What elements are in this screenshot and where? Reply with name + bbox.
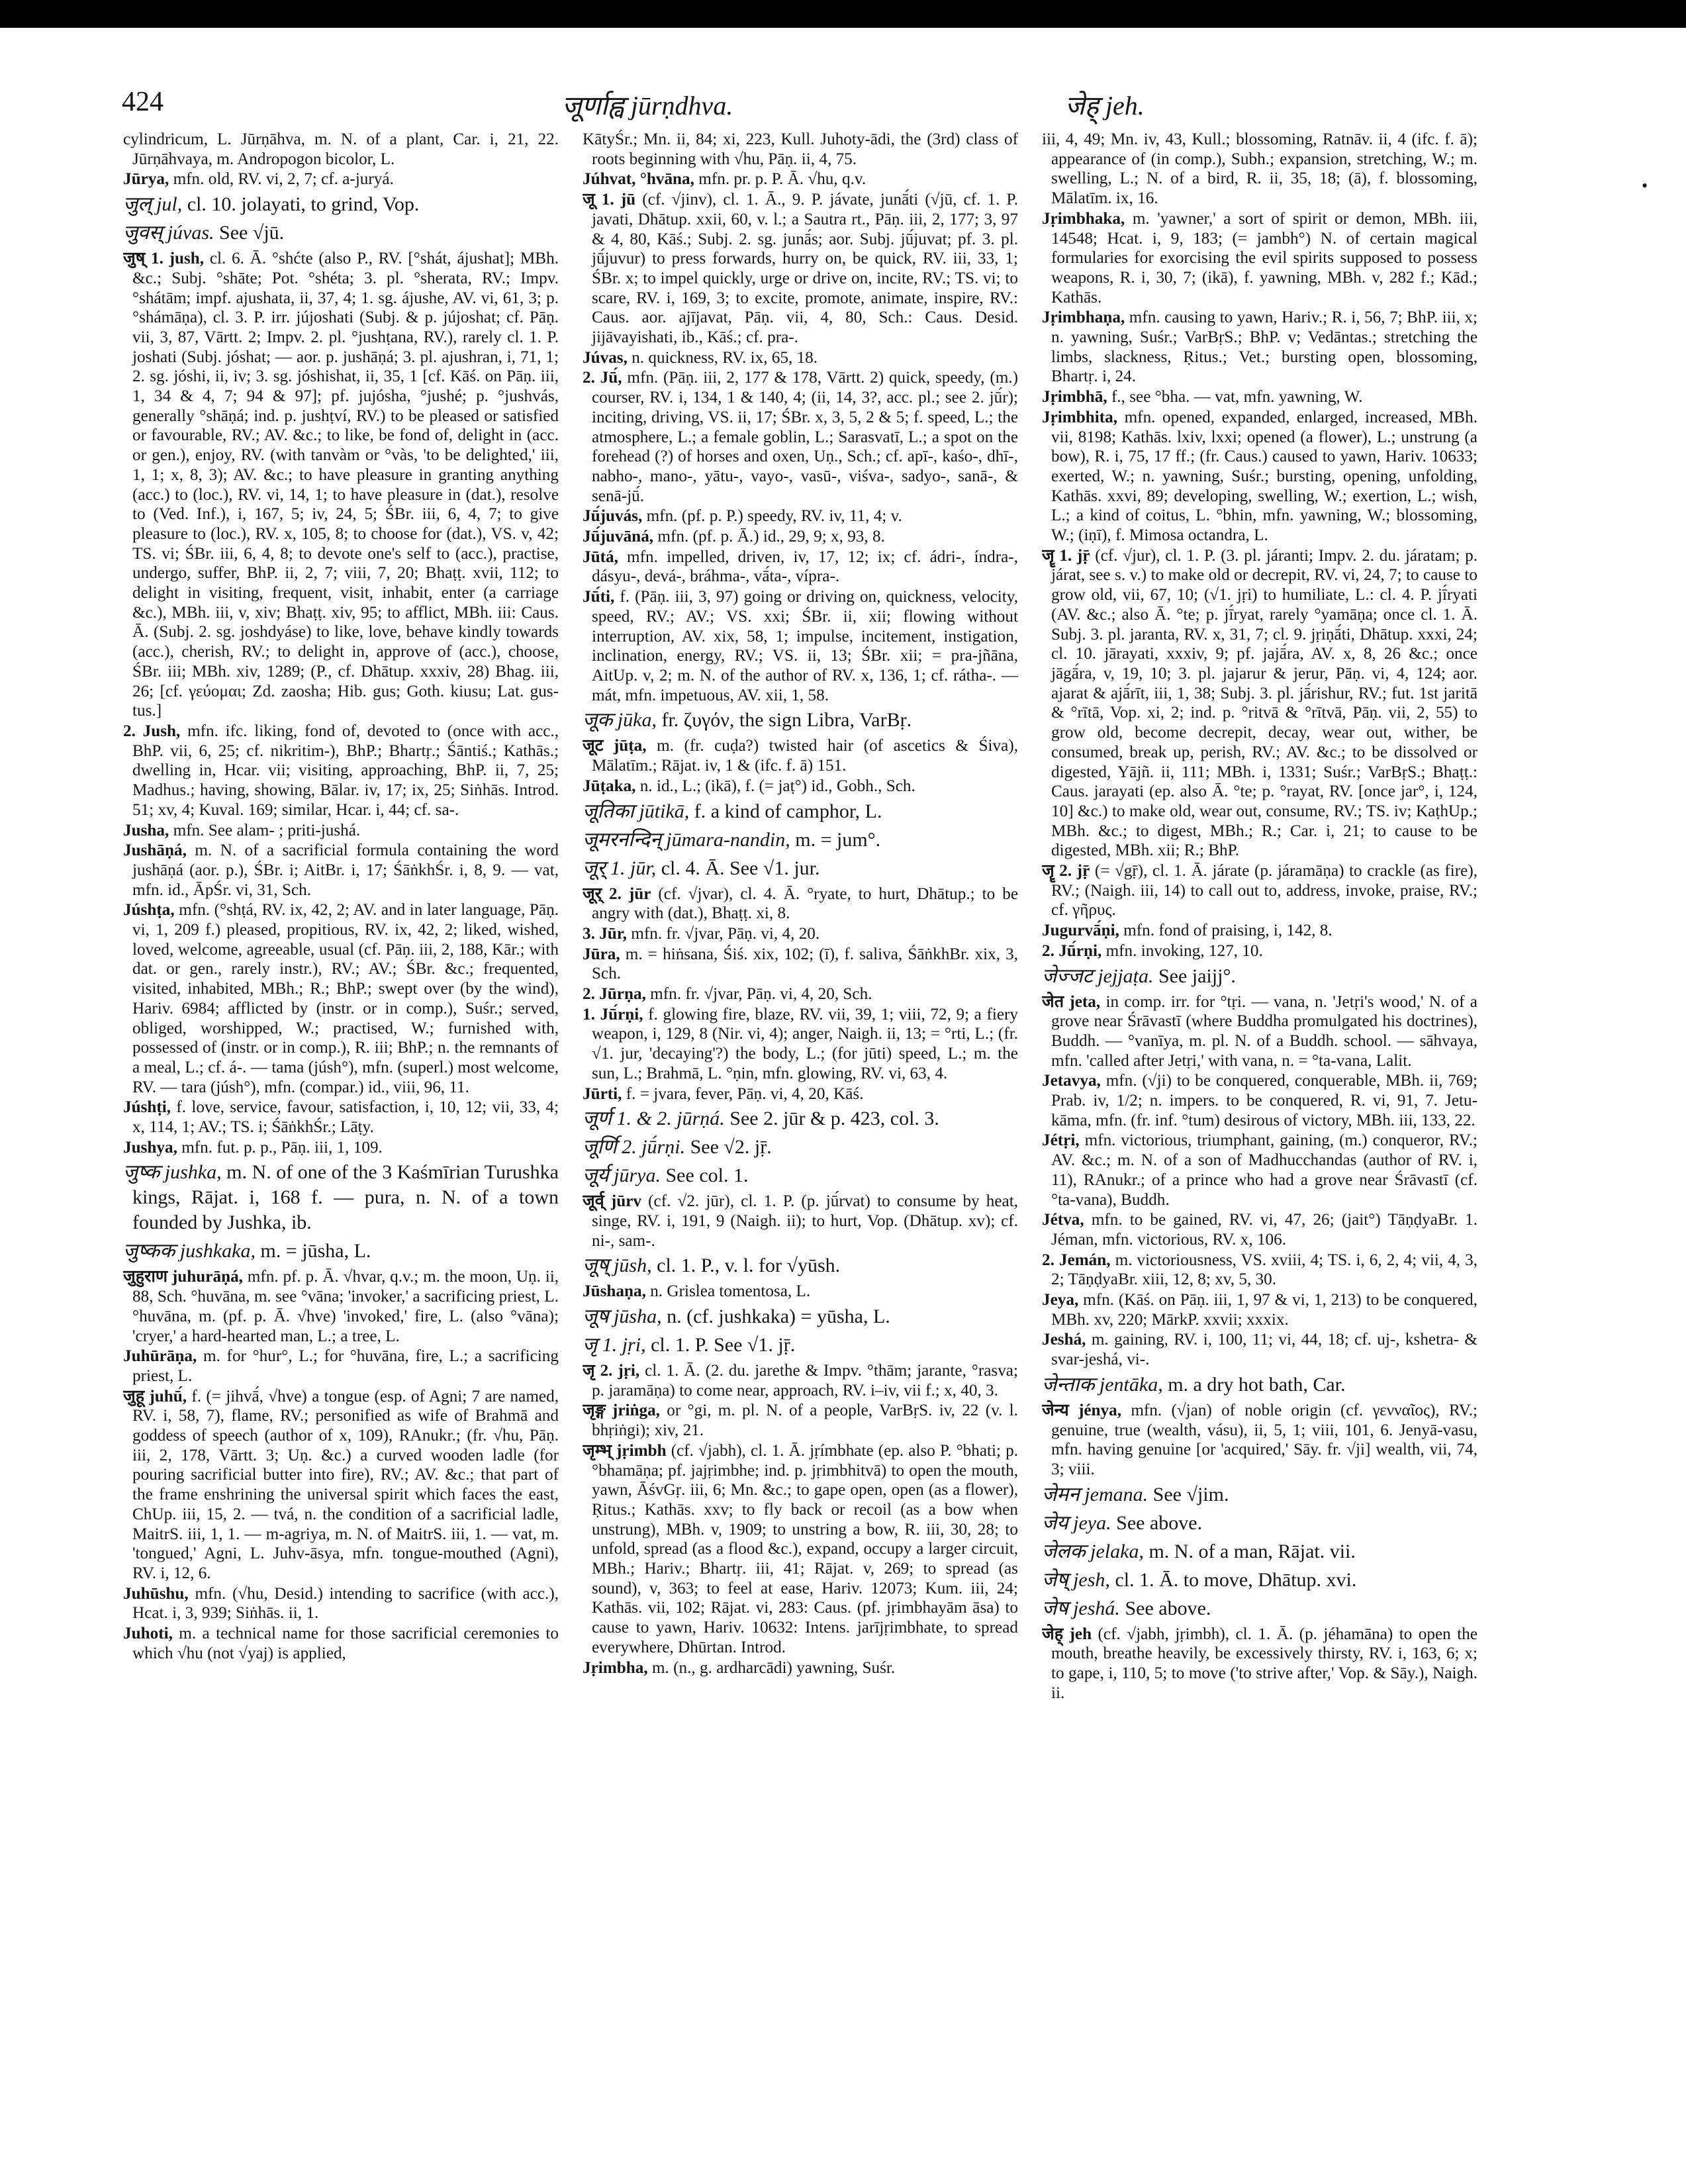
entry-headword: Jusha, [123, 821, 169, 839]
entry-headword: Jushya, [123, 1138, 177, 1157]
dictionary-entry [583, 527, 1018, 547]
entry-headword: जेष jeshá. [1042, 1597, 1120, 1619]
entry-headword: जुल् jul, [123, 193, 183, 216]
entry-definition: mfn. impelled, driven, iv, 17, 12; ix; cf. ádri-, índra-, dásyu-, devá-, bráhma-, vā́ta-, vípra-. [592, 547, 1018, 586]
dictionary-entry [1042, 1596, 1477, 1621]
entry-headword: Jeya, [1042, 1291, 1079, 1309]
entry-headword: Jūshaṇa, [583, 1282, 646, 1301]
dictionary-entry [1042, 130, 1477, 209]
entry-headword: Juhūrāṇa, [123, 1347, 197, 1366]
dictionary-entry [583, 1333, 1018, 1358]
entry-headword: Jétṛi, [1042, 1131, 1080, 1150]
dictionary-entry [583, 1282, 1018, 1302]
dictionary-entry [583, 1401, 1018, 1440]
entry-headword: Jetavya, [1042, 1072, 1101, 1090]
entry-definition: or °gi, m. pl. N. of a people, VarBṛS. iv, 22 (v. l. bhṛiṅgi); xiv, 21. [592, 1401, 1018, 1440]
entry-definition: mfn. (pf. p. Ā.) id., 29, 9; x, 93, 8. [657, 528, 885, 546]
dictionary-entry [583, 945, 1018, 984]
entry-headword: जृङ्ग jriṅga, [583, 1401, 660, 1420]
entry-headword: Jṛimbhita, [1042, 408, 1118, 426]
entry-definition: f. = jvara, fever, Pāṇ. vi, 4, 20, Kāś. [626, 1084, 864, 1103]
entry-definition: mfn. old, RV. vi, 2, 7; cf. a-juryá. [173, 170, 394, 189]
entry-headword: 2. Jū́, [583, 369, 622, 387]
entry-headword: जुष् 1. jush, [123, 250, 205, 268]
entry-headword: Jétva, [1042, 1211, 1084, 1229]
dictionary-entry [583, 1192, 1018, 1251]
dictionary-entry [1042, 1401, 1477, 1480]
entry-headword: जेय jeya. [1042, 1511, 1111, 1534]
dictionary-entry [583, 1304, 1018, 1329]
entry-headword: जूमरनन्दिन् jūmara-nandin, [583, 828, 790, 851]
dictionary-entry [583, 1163, 1018, 1188]
dictionary-entry [583, 587, 1018, 705]
dictionary-entry [123, 192, 559, 217]
entry-definition: mfn. ifc. liking, fond of, devoted to (once with acc., BhP. vii, 6, 25; cf. nikritim-), BhP.; Bhartṛ.; Śāntiś.; Kathās.; dwelling in, Hcar. vii; visiting, approaching, BhP. ii, 7, 25; Madhus.; having, showing, Bālar. iv, 17; ix, 25; Siṅhās. Introd. 51; xv, 4; Kuval. 169; similar, Hcar. i, 44; cf. sa-. [132, 722, 559, 819]
entry-headword: Juhoti, [123, 1625, 173, 1643]
entry-headword: Juhūshu, [123, 1584, 189, 1603]
dictionary-entry [1042, 964, 1477, 989]
entry-headword: 2. Jemán, [1042, 1251, 1111, 1269]
entry-definition: See √jim. [1152, 1483, 1229, 1505]
dictionary-entry [123, 1624, 559, 1663]
entry-headword: जेमन jemana. [1042, 1483, 1148, 1505]
dictionary-entry [583, 1253, 1018, 1278]
entry-definition: mfn. fond of praising, i, 142, 8. [1123, 922, 1333, 940]
entry-definition: m. = jūsha, L. [260, 1240, 371, 1262]
entry-headword: Júhvat, °hvāna, [583, 170, 694, 189]
entry-headword: जृ 1. jṛi, [583, 1334, 646, 1356]
entry-headword: जेष् jesh, [1042, 1568, 1110, 1591]
dictionary-entry [123, 841, 559, 900]
entry-headword: Jṛimbhaka, [1042, 209, 1125, 228]
dictionary-entry [1042, 1539, 1477, 1564]
dictionary-entry [583, 130, 1018, 169]
entry-headword: 2. Jush, [123, 722, 181, 740]
entry-headword: जूट jūṭa, [583, 737, 647, 755]
entry-definition: mfn. See alam- ; priti-jushá. [173, 821, 361, 839]
entry-headword: 3. Jūr, [583, 924, 627, 943]
dictionary-entry [1042, 1482, 1477, 1507]
entry-definition: fr. ζυγόν, the sign Libra, VarBṛ. [661, 709, 912, 732]
entry-headword: Jugurvā́ṇi, [1042, 922, 1119, 940]
column-1 [123, 130, 559, 2149]
entry-definition: cl. 1. Ā. (2. du. jarethe & Impv. °thām; jarante, °rasva; p. jaramāṇa) to come near, approach, RV. i–iv, vii f.; x, 40, 3. [592, 1362, 1018, 1400]
entry-definition: mfn. fut. p. p., Pāṇ. iii, 1, 109. [181, 1138, 383, 1157]
entry-headword: जूक jūka, [583, 709, 657, 732]
dictionary-entry [583, 1084, 1018, 1104]
entry-definition: f. (Pāṇ. iii, 3, 97) going or driving on, quickness, velocity, speed, RV.; AV.; VS. xxi; ŚBr. ii, xii; flowing without interruption, AV. xix, 58, 1; impulse, incitement, instigation, inclination, energy, RV.; VS. ii, 13; ŚBr. xii; = pra-jñāna, AitUp. v, 2; m. N. of the author of RV. x, 136, 1; cf. rátha-. — mát, mfn. impetuous, AV. xii, 1, 58. [592, 588, 1018, 704]
dictionary-entry [1042, 387, 1477, 407]
dictionary-entry [583, 547, 1018, 587]
entry-definition: n. quickness, RV. ix, 65, 18. [632, 348, 818, 367]
entry-definition: (cf. √jinv), cl. 1. Ā., 9. P. jávate, junā́ti (√jū, cf. 1. P. javati, Dhātup. xxii, 60, v. l.; a Sautra rt., Pāṇ. iii, 2, 177; 3, 97 & 4, 80, Kāś.; Subj. 2. sg. junā́s; aor. Subj. jū́juvat; pf. 3. pl. jū́juvur) to press forwards, hurry on, be quick, RV. iii, 33, 1; ŚBr. x; to impel quickly, urge or drive on, incite, RV.; TS. vi; to scare, RV. i, 169, 3; to excite, promote, animate, inspire, RV.: Caus. aor. ajījavat, Pāṇ. vii, 4, 80, Sch.: Caus. Desid. jijāvayishati, ib., Kāś.; cf. pra-. [592, 191, 1018, 347]
entry-headword: जूर्णि 2. jū́rṇi. [583, 1136, 686, 1159]
dictionary-entry [1042, 941, 1477, 961]
entry-headword: Jūra, [583, 945, 620, 963]
entry-definition: m. a technical name for those sacrificial ceremonies to which √hu (not √yaj) is applied, [132, 1625, 559, 1662]
entry-definition: See √2. jṝ. [690, 1136, 772, 1159]
running-head-right: जेह् jeh. [1065, 91, 1145, 120]
entry-headword: जेत jeta, [1042, 992, 1101, 1011]
entry-headword: जुहुराण juhurāṇá, [123, 1268, 243, 1286]
entry-definition: m. N. of one of the 3 Kaśmīrian Turushka kings, Rājat. i, 168 f. — pura, n. N. of a town founded by Jushka, ib. [132, 1161, 559, 1234]
dictionary-entry [583, 1005, 1018, 1084]
entry-definition: n. Grislea tomentosa, L. [650, 1282, 811, 1301]
dictionary-entry [583, 708, 1018, 733]
entry-definition: mfn. (°shṭá, RV. ix, 42, 2; AV. and in later language, Pāṇ. vi, 1, 209 f.) pleased, propitious, RV. ix, 42, 2; liked, wished, loved, welcome, agreeable, usual (cf. Pāṇ. iii, 2, 188, Kār.; with dat. or gen., rarely instr.), RV.; AV.; ŚBr. &c.; frequented, visited, inhabited, MBh.; R.; BhP.; swept over (by the wind), Hariv. 6984; afflicted by (instr. or in comp.), Suśr.; served, obliged, worshipped, W.; practised, W.; furnished with, possessed of (instr. or in comp.), R. iii; BhP.; n. the remnants of a meal, L.; cf. á-. — tama (júsh°), mfn. (superl.) most welcome, RV. — tara (júsh°), mfn. (compar.) id., viii, 96, 11. [132, 901, 559, 1096]
dictionary-entry [123, 1160, 559, 1235]
dictionary-entry [1042, 308, 1477, 387]
entry-headword: Júvas, [583, 348, 628, 367]
dictionary-entry [583, 1106, 1018, 1131]
dictionary-entry [1042, 1071, 1477, 1130]
entry-headword: जूर्य jūrya. [583, 1164, 661, 1187]
dictionary-entry [123, 1239, 559, 1264]
dictionary-entry [583, 190, 1018, 348]
dictionary-entry [1042, 861, 1477, 920]
entry-definition: (cf. √jvar), cl. 4. Ā. °ryate, to hurt, Dhātup.; to be angry with (dat.), Bhaṭṭ. xi, 8. [592, 884, 1018, 923]
entry-headword: जूर् 1. jūr, [583, 857, 657, 879]
entry-definition: mfn. causing to yawn, Hariv.; R. i, 56, 7; BhP. iii, x; n. yawning, Suśr.; VarBṛS.; BhP. v; Vedāntas.; stretching the limbs, slackness, Ṛitus.; Vet.; bursting open, blossoming, Bhartṛ. i, 24. [1051, 309, 1477, 386]
entry-definition: See 2. jūr & p. 423, col. 3. [729, 1108, 939, 1130]
dictionary-entry [583, 506, 1018, 526]
entry-headword: Jūtá, [583, 547, 618, 566]
dictionary-entry [1042, 1210, 1477, 1249]
entry-definition: f. a kind of camphor, L. [694, 800, 882, 822]
entry-definition: m. N. of a sacrificial formula containing the word jushāṇá (aor. p.), ŚBr. i; AitBr. i, 17; ŚāṅkhŚr. i, 8, 9. — vat, mfn. id., ĀpŚr. vi, 31, Sch. [132, 841, 559, 899]
dictionary-entry [1042, 1131, 1477, 1210]
entry-headword: जूर् 2. jūr [583, 884, 651, 903]
dictionary-entry [1042, 1511, 1477, 1536]
entry-headword: Jūrya, [123, 170, 169, 189]
entry-headword: जूर्ण 1. & 2. jūrṇá. [583, 1108, 725, 1130]
entry-definition: mfn. fr. √jvar, Pāṇ. vi, 4, 20, Sch. [650, 985, 872, 1004]
dictionary-entry [123, 900, 559, 1097]
entry-definition: m. = hiṅsana, Śiś. xix, 102; (ī), f. saliva, ŚāṅkhBr. xix, 3, Sch. [592, 945, 1018, 983]
entry-definition: mfn. opened, expanded, enlarged, increased, MBh. vii, 8198; Kathās. lxiv, lxxi; opened (a flower), L.; unstrung (a bow), R. i, 75, 17 ff.; (fr. Caus.) caused to yawn, Hariv. 10633; exerted, W.; n. yawning, Suśr.; bursting, opening, unfolding, Kathās. xxvi, 89; developing, swelling, W.; exertion, L.; wish, L.; a kind of coitus, L. °bhin, mfn. yawning, W.; blossoming, W.; (iṇī), f. Mimosa octandra, L. [1051, 408, 1477, 545]
entry-definition: mfn. to be gained, RV. vi, 47, 26; (jait°) TāṇḍyaBr. 1. Jéman, mfn. victorious, RV. x, 106. [1051, 1211, 1477, 1249]
entry-definition: n. (cf. jushkaka) = yūsha, L. [667, 1306, 890, 1328]
entry-definition: mfn. (Kāś. on Pāṇ. iii, 1, 97 & vi, 1, 213) to be conquered, MBh. xv, 220; MārkP. xxvii; xxxix. [1051, 1291, 1477, 1329]
dictionary-entry [1042, 1625, 1477, 1703]
entry-definition: mfn. invoking, 127, 10. [1105, 941, 1263, 960]
dictionary-entry [123, 169, 559, 189]
entry-headword: जूर्व् jūrv [583, 1192, 641, 1211]
entry-definition: cl. 1. Ā. to move, Dhātup. xvi. [1115, 1568, 1357, 1591]
entry-definition: See √jū. [219, 222, 285, 244]
entry-definition: mfn. (√ji) to be conquered, conquerable, MBh. ii, 769; Prab. iv, 1/2; n. impers. to be conquered, R. vi, 91, 7. Jetu-kāma, mfn. (fr. inf. °tum) desirous of victory, MBh. iii, 133, 22. [1051, 1072, 1477, 1129]
dictionary-entry [123, 1584, 559, 1623]
entry-definition: m. for °hur°, L.; for °huvāna, fire, L.; a sacrificing priest, L. [132, 1347, 559, 1385]
entry-definition: m. N. of a man, Rājat. vii. [1148, 1540, 1356, 1562]
dictionary-entry [583, 1441, 1018, 1658]
dictionary-entry [1042, 992, 1477, 1071]
entry-definition: (cf. √jur), cl. 1. P. (3. pl. járanti; Impv. 2. du. járatam; p. járat, see s. v.) to make old or decrepit, RV. vi, 24, 7; to cause to grow old, vii, 67, 10; (√1. jṛi) to humiliate, L.: cl. 4. P. jī́ryati (AV. &c.; also Ā. °te; p. jī́ryat, rarely °yamāṇa; once cl. 1. Ā. Subj. 3. pl. jaranta, RV. x, 31, 7; cl. 9. jṛiṇā́ti, Dhātup. xxxi, 24; cl. 10. jārayati, xxxiv, 9; pf. jajā́ra, AV. x, 8, 26 &c.; once jāgā́ra, v, 19, 10; 3. pl. jajarur & jerur, Pāṇ. vi, 4, 124; aor. ajarat & ajā́rīt, iii, 1, 38; Subj. 3. pl. jā́rishur, RV.; fut. 1st jaritā & °rītā, Vop. xi, 2; ind. p. °ritvā & °rītvā, Pāṇ. vii, 2, 55) to grow old, become decrepit, decay, wear out, wither, be consumed, break up, perish, RV.; AV. &c.; to be dissolved or digested, Yājñ. ii, 111; MBh. i, 1331; Suśr.; VarBṛS.; Bhaṭṭ.: Caus. jarayati (ep. also Ā. °te; p. °rayat, RV. [once jar°, i, 124, 10] &c.) to make old, wear out, consume, RV.; TS. iv; KaṭhUp.; MBh. &c.; to digest, MBh.; R.; Car. i, 21; to cause to be digested, MBh. xii; R.; BhP. [1051, 546, 1477, 860]
entry-headword: जेलक jelaka, [1042, 1540, 1144, 1562]
entry-headword: जू 1. jū [583, 191, 636, 209]
entry-definition: m. (fr. cuḍa?) twisted hair (of ascetics & Śiva), Mālatīm.; Rājat. iv, 1 & (ifc. f. ā) 151. [592, 737, 1018, 775]
entry-headword: जृ 2. jṛi, [583, 1362, 640, 1380]
dictionary-entry [583, 169, 1018, 189]
entry-definition: m. 'yawner,' a sort of spirit or demon, MBh. iii, 14548; Hcat. i, 9, 183; (= jambh°) N. of certain magical formularies for exorcising the evil spirits supposed to possess weapons, R. i, 30, 7; (ikā), f. yawning, MBh. v, 282 f.; Kād.; Kathās. [1051, 209, 1477, 307]
entry-definition: iii, 4, 49; Mn. iv, 43, Kull.; blossoming, Ratnāv. ii, 4 (ifc. f. ā); appearance of (in comp.), Subh.; expansion, stretching, W.; m. swelling, L.; N. of a bird, R. ii, 35, 18; (ā), f. blossoming, Mālatīm. ix, 16. [1042, 130, 1477, 208]
entry-definition: mfn. (√jan) of noble origin (cf. γενναῖος), RV.; genuine, true (wealth, vásu), ii, 5, 1; viii, 101, 6. Jenyā-vasu, mfn. having genuine [or 'acquired,' Sāy. fr. √ji] wealth, vii, 74, 3; viii. [1051, 1401, 1477, 1478]
entry-definition: cl. 1. P. See √1. jṝ. [651, 1334, 796, 1356]
entry-definition: cl. 4. Ā. See √1. jur. [661, 857, 820, 879]
dictionary-entry [123, 1098, 559, 1137]
entry-definition: m. victoriousness, VS. xviii, 4; TS. i, 6, 2, 4; vii, 4, 3, 2; TāṇḍyaBr. xiii, 12, 8; xv, 5, 30. [1051, 1251, 1477, 1289]
margin-bullet: • [1642, 176, 1648, 195]
entry-definition: mfn. fr. √jvar, Pāṇ. vi, 4, 20. [631, 924, 820, 943]
entry-headword: जुहू juhū́, [123, 1387, 187, 1405]
entry-definition: cl. 1. P., v. l. for √yūsh. [657, 1255, 841, 1277]
dictionary-entry [583, 1658, 1018, 1678]
dictionary-entry [123, 249, 559, 721]
entry-definition: m. a dry hot bath, Car. [1168, 1373, 1346, 1396]
dictionary-entry [583, 1135, 1018, 1160]
dictionary-entry [1042, 546, 1477, 861]
dictionary-entry [583, 799, 1018, 824]
dictionary-entry [583, 368, 1018, 506]
entry-headword: जेन्ताक jentāka, [1042, 1373, 1163, 1396]
entry-headword: 2. Jū́rṇi, [1042, 941, 1102, 960]
entry-headword: जृम्भ् jṛimbh [583, 1441, 667, 1460]
entry-definition: f. love, service, favour, satisfaction, i, 10, 12; vii, 33, 4; x, 114, 1; AV.; TS. i; ŚāṅkhŚr.; Lāṭy. [132, 1098, 559, 1137]
entry-definition: m. (n., g. ardharcādi) yawning, Suśr. [651, 1658, 896, 1677]
entry-definition: (= √gṝ), cl. 1. Ā. járate (p. járamāṇa) to crackle (as fire), RV.; (Naigh. iii, 14) to call out to, address, invoke, praise, RV.; cf. γῆρυς. [1051, 862, 1477, 920]
entry-headword: जेह् jeh [1042, 1625, 1092, 1643]
entry-definition: See col. 1. [665, 1164, 749, 1187]
entry-headword: Jū́juvāná, [583, 528, 654, 546]
entry-definition: (cf. √jabh), cl. 1. Ā. jṛímbhate (ep. also P. °bhati; p. °bhamāṇa; pf. jajṛimbhe; ind. p. jṛimbhitvā) to open the mouth, yawn, ĀśvGṛ. iii, 6; Mn. &c.; to gape open, open (as a flower), Ṛitus.; Kathās. xxv; to fly back or recoil (as a bow when unstrung), MBh. v, 1909; to unstring a bow, R. iii, 30, 28; to unfold, spread (as a flood &c.), expand, occupy a larger circuit, MBh.; Hariv.; Bhartṛ. iii, 41; Rājat. v, 269; to spread (as sound), v, 363; to feel at ease, Hariv. 12073; Kum. iii, 24; Kathās. vii, 102; Rājat. vi, 283: Caus. (pf. jṛimbhayām āsa) to cause to yawn, Hariv. 10632: Intens. jarījṛimbhate, to spread everywhere, Dhūrtan. Introd. [592, 1441, 1018, 1656]
entry-headword: Jūrti, [583, 1084, 622, 1103]
dictionary-entry [1042, 1372, 1477, 1398]
entry-headword: 1. Jū́rṇi, [583, 1005, 643, 1023]
entry-definition: f. (= jihvā́, √hve) a tongue (esp. of Agni; 7 are named, RV. i, 58, 7), flame, RV.; personified as wife of Brahmā and goddess of speech (author of x, 109), RAnukr.; (fr. √hu, Pāṇ. iii, 2, 178, Vārtt. 3; Uṇ. &c.) a curved wooden ladle (for pouring sacrificial butter into fire), RV.; AV. &c.; that part of the frame enshrining the universal spirit which faces the east, ChUp. iii, 15, 2. — tvá, n. the condition of a sacrificial ladle, MaitrS. iii, 1, 1. — m-agriya, m. N. of MaitrS. iii, 1. — vat, m. 'tongued,' Agni, L. Juhv-āsya, mfn. tongue-mouthed (Agni), RV. i, 12, 6. [132, 1387, 559, 1582]
dictionary-entry [123, 1347, 559, 1386]
entry-headword: जूष् jūsh, [583, 1255, 652, 1277]
entry-headword: Jṛimbhā, [1042, 388, 1107, 406]
entry-headword: Jushāṇá, [123, 841, 187, 860]
page-header [122, 79, 1555, 123]
dictionary-entry [123, 130, 559, 169]
dictionary-entry [583, 856, 1018, 881]
dictionary-entry [1042, 921, 1477, 941]
dictionary-entry [1042, 1330, 1477, 1369]
dictionary-entry [1042, 408, 1477, 546]
entry-headword: Júshṭi, [123, 1098, 171, 1117]
entry-headword: Jū́ti, [583, 588, 615, 606]
entry-definition: mfn. victorious, triumphant, gaining, (m.) conqueror, RV.; AV. &c.; m. N. of a son of Madhucchandas (author of RV. i, 11), RAnukr.; of a prince who had a grove near Śrāvastī (cf. °ta-vana), Buddh. [1051, 1131, 1477, 1209]
entry-definition: mfn. (pf. p. P.) speedy, RV. iv, 11, 4; v. [646, 507, 902, 526]
dictionary-entry [583, 924, 1018, 944]
entry-definition: See jaijj°. [1158, 965, 1236, 987]
entry-definition: KātyŚr.; Mn. ii, 84; xi, 223, Kull. Juhoty-ādi, the (3rd) class of roots beginning with √hu, Pāṇ. ii, 4, 75. [583, 130, 1018, 168]
entry-definition: See above. [1116, 1511, 1203, 1534]
entry-definition: f., see °bha. — vat, mfn. yawning, W. [1111, 388, 1363, 406]
entry-headword: जूष jūsha, [583, 1306, 662, 1328]
entry-headword: Jeshá, [1042, 1331, 1086, 1349]
column-2 [583, 130, 1018, 2149]
entry-headword: जूतिका jūtikā, [583, 800, 690, 822]
entry-definition: n. id., L.; (ikā), f. (= jaṭ°) id., Gobh., Sch. [639, 777, 915, 795]
dictionary-entry [123, 1138, 559, 1158]
running-head-left: जूर्णाह्व jūrṇdhva. [562, 91, 733, 120]
entry-headword: Júshṭa, [123, 901, 175, 920]
dictionary-entry [1042, 1251, 1477, 1290]
dictionary-entry [1042, 209, 1477, 308]
entry-definition: cl. 10. jolayati, to grind, Vop. [187, 193, 420, 216]
entry-headword: Jṛimbhaṇa, [1042, 309, 1125, 327]
dictionary-entry [583, 884, 1018, 924]
column-3 [1042, 130, 1477, 2149]
entry-definition: mfn. (Pāṇ. iii, 2, 177 & 178, Vārtt. 2) quick, speedy, (m.) courser, RV. i, 134, 1 & 140, 4; (ii, 14, 3?, acc. pl.; see 2. jū́r); inciting, driving, VS. ii, 17; ŚBr. x, 3, 5, 2 & 5; f. speed, L.; the atmosphere, L.; a female goblin, L.; Sarasvatī, L.; a spot on the forehead (?) of horses and oxen, Uṇ., Sch.; cf. apī-, kaśo-, dhī-, nabho-, mano-, yātu-, vayo-, vasū-, viśva-, sadyo-, sanā-, & senā-jū́. [592, 369, 1018, 505]
entry-definition: in comp. irr. for °tṛi. — vana, n. 'Jetṛi's wood,' N. of a grove near Śrāvastī (where Buddha promulgated his doctrines), Buddh. — °vanīya, m. pl. N. of a Buddh. school. — sāhvaya, mfn. 'called after Jetṛi,' with vana, n. = °ta-vana, Lalit. [1051, 992, 1477, 1070]
entry-headword: जॄ 2. jṝ [1042, 862, 1090, 880]
entry-definition: mfn. (√hu, Desid.) intending to sacrifice (with acc.), Hcat. i, 3, 939; Siṅhās. ii, 1. [132, 1584, 559, 1623]
entry-headword: Jṛimbha, [583, 1658, 648, 1677]
entry-definition: cylindricum, L. Jūrṇāhva, m. N. of a plant, Car. i, 21, 22. Jūrṇāhvaya, m. Andropogon bicolor, L. [123, 130, 559, 168]
dictionary-entry [123, 1387, 559, 1584]
dictionary-entry [583, 348, 1018, 368]
page-number: 424 [122, 87, 164, 117]
entry-definition: m. = jum°. [795, 828, 881, 851]
dictionary-entry [123, 220, 559, 246]
dictionary-entry [583, 984, 1018, 1004]
entry-headword: जेज्जट jejjaṭa. [1042, 965, 1154, 987]
entry-headword: जॄ 1. jṝ [1042, 546, 1090, 565]
dictionary-entry [583, 1361, 1018, 1400]
entry-headword: जुष्कक jushkaka, [123, 1240, 256, 1262]
entry-headword: जुष्क jushka, [123, 1161, 222, 1184]
entry-definition: mfn. pr. p. P. Ā. √hu, q.v. [698, 170, 866, 189]
dictionary-entry [1042, 1568, 1477, 1593]
dictionary-entry [1042, 1290, 1477, 1329]
entry-definition: f. glowing fire, blaze, RV. vii, 39, 1; viii, 72, 9; a fiery weapon, i, 129, 8 (Nir. vi, 4); anger, Naigh. ii, 13; = °rti, L.; (fr. √1. jur, 'decaying'?) the body, L.; (for jūti) speed, L.; m. the sun, L.; Brahmā, L. °ṇin, mfn. glowing, RV. vi, 63, 4. [592, 1005, 1018, 1082]
entry-definition: See above. [1125, 1597, 1211, 1619]
dictionary-entry [583, 828, 1018, 853]
entry-definition: cl. 6. Ā. °shćte (also P., RV. [°shát, ájushat]; MBh. &c.; Subj. °shāte; Pot. °shéta; 3. pl. °sherata, RV.; Impv. °shátām; impf. ajushata, ii, 37, 4; 1. sg. ájushe, AV. vi, 61, 3; p. °shámāṇa), cl. 3. P. irr. jújoshati (Subj. & p. jújoshat; cf. Pāṇ. vii, 3, 87, Vārtt. 2; Impv. 2. pl. °jushṭana, RV.), rarely cl. 1. P. joshati (Subj. jóshat; — aor. p. jushāṇá; 3. pl. ajushran, i, 71, 1; 2. sg. jóshi, ii, iv; 3. sg. jóshishat, ii, 35, 1 [cf. Kāś. on Pāṇ. iii, 1, 34 & 4, 7; 94 & 97]; pf. jujósha, °jushé; p. °jushvás, generally °shāṇá; ind. p. jushṭví, RV.) to be pleased or satisfied or favourable, RV.; AV. &c.; to like, be fond of, delight in (acc. or gen.), enjoy, RV. (with tanvàm or °vàs, 'to be delighted,' iii, 1, 1; x, 8, 3); AV. &c.; to have pleasure in granting anything (acc.) to (loc.), RV. vi, 14, 1; to have pleasure in (dat.), resolve to (Ved. Inf.), i, 167, 5; iv, 24, 5; ŚBr. iii, 6, 4, 7; to give pleasure to (loc.), RV. x, 105, 8; to choose for (dat.), VS. v, 42; TS. vi; ŚBr. iii, 6, 4, 8; to devote one's self to (acc.), practise, undergo, suffer, BhP. ii, 2, 7; viii, 7, 20; Bhaṭṭ. xvii, 112; to delight in visiting, frequent, visit, inhabit, enter (a carriage &c.), MBh. iii, v, xiv; Bhaṭṭ. xiv, 95; to afflict, MBh. iii: Caus. Ā. (Subj. 2. sg. joshdyáse) to like, love, behave kindly towards (acc.), cherish, RV.; to delight in, approve of (acc.), choose, ŚBr. iii; MBh. xiv, 1289; (P., cf. Dhātup. xxxiv, 28) Bhag. iii, 26; [cf. γεύομαι; Zd. zaosha; Hib. gus; Goth. kiusu; Lat. gus-tus.] [132, 250, 559, 720]
entry-definition: m. gaining, RV. i, 100, 11; vi, 44, 18; cf. uj-, kshetra- & svar-jeshá, vi-. [1051, 1331, 1477, 1369]
entry-headword: जुवस् júvas. [123, 222, 214, 244]
entry-headword: Jū́juvás, [583, 507, 643, 526]
top-black-border [0, 0, 1686, 28]
entry-headword: जेन्य jénya, [1042, 1401, 1122, 1419]
dictionary-entry [583, 736, 1018, 775]
dictionary-entry [123, 1267, 559, 1346]
entry-headword: 2. Jūrṇa, [583, 985, 646, 1004]
dictionary-entry [123, 821, 559, 841]
dictionary-entry [123, 722, 559, 820]
entry-definition: (cf. √jabh, jṛimbh), cl. 1. Ā. (p. jéhamāna) to open the mouth, breathe heavily, be excessively thirsty, RV. i, 163, 6; x; to gape, i, 110, 5; to move ('to strive after,' Vop. & Sāy.), Naigh. ii. [1051, 1625, 1477, 1702]
entry-headword: Jūṭaka, [583, 777, 636, 795]
entry-definition: (cf. √2. jūr), cl. 1. P. (p. jū́rvat) to consume by heat, singe, RV. i, 191, 9 (Naigh. ii); to hurt, Vop. (Dhātup. xv); cf. ni-, sam-. [592, 1192, 1018, 1250]
entry-definition: mfn. pf. p. Ā. √hvar, q.v.; m. the moon, Uṇ. ii, 88, Sch. °huvāna, m. see °vāna; 'invoker,' a sacrificing priest, L. °huvāna, m. (pf. p. Ā. √hve) 'invoked,' fire, L. (also °vāna); 'cryer,' a hard-hearted man, L.; a tree, L. [132, 1268, 559, 1345]
dictionary-entry [583, 777, 1018, 796]
